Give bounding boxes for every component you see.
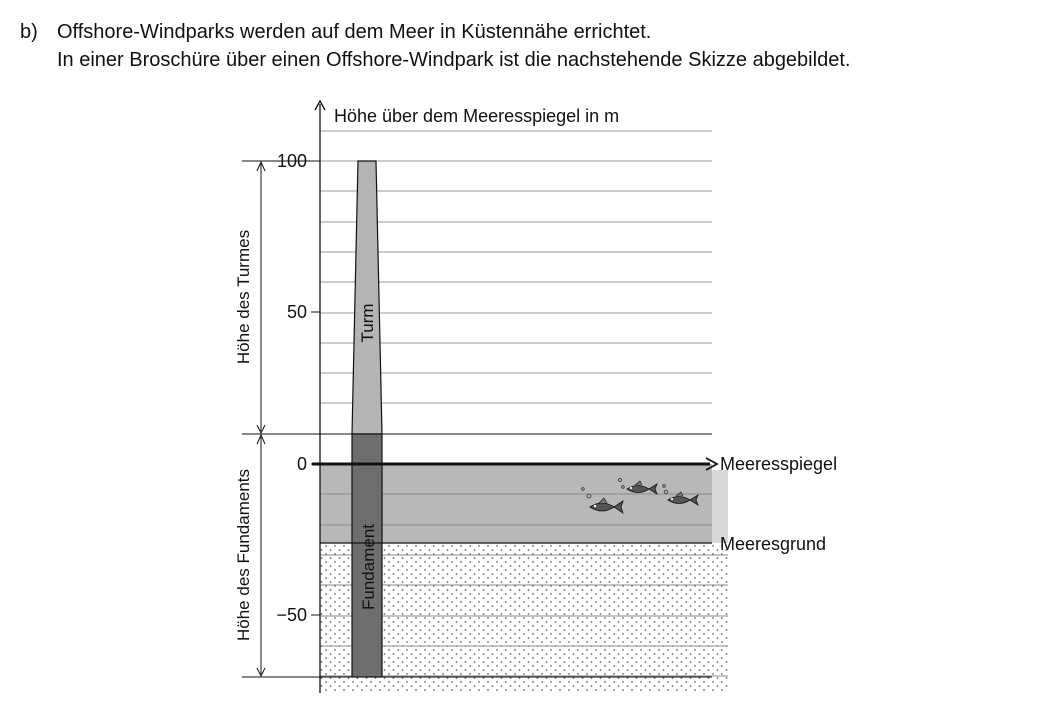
sea-level-label: Meeresspiegel: [720, 454, 838, 474]
task-line-1: Offshore-Windparks werden auf dem Meer in Küstennähe errichtet.: [57, 21, 652, 43]
tower-label: Turm: [358, 303, 377, 343]
sea-floor-label: Meeresgrund: [720, 534, 827, 554]
tower: [352, 161, 382, 434]
tick-label-minus50: −50: [276, 605, 307, 625]
tower-height-label: Höhe des Turmes: [234, 229, 253, 365]
task-label: b): [20, 21, 38, 43]
tick-label-100: 100: [276, 151, 307, 171]
foundation-height-label: Höhe des Fundaments: [234, 469, 253, 641]
tick-group: [276, 151, 320, 625]
water-edge: [712, 470, 728, 543]
axis-title: Höhe über dem Meeresspiegel in m: [334, 106, 620, 126]
foundation-label: Fundament: [359, 524, 378, 610]
tower-height-dimension: [257, 162, 265, 433]
foundation-height-dimension: [257, 435, 265, 676]
tick-label-50: 50: [286, 302, 307, 322]
task-line-2: In einer Broschüre über einen Offshore-Windpark ist die nachstehende Skizze abgebildet.: [57, 49, 851, 71]
tick-label-0: 0: [296, 454, 307, 474]
